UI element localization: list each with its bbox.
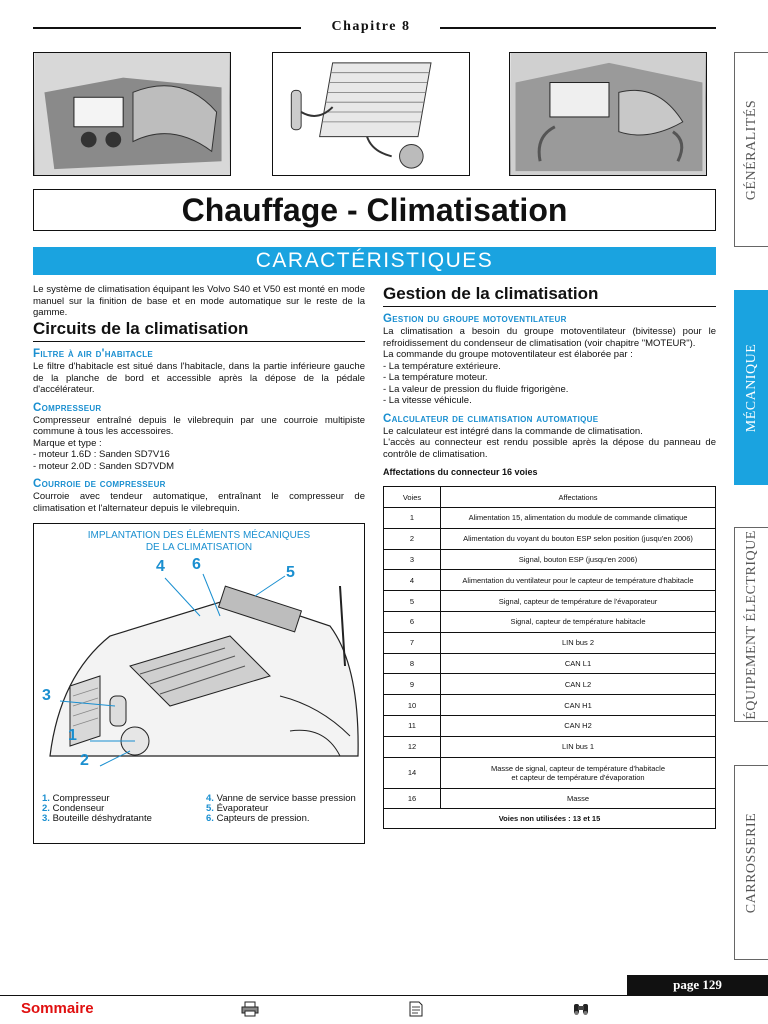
page-title: Chauffage - Climatisation — [33, 189, 716, 231]
filter-heading: Filtre à air d'habitacle — [33, 348, 154, 360]
section-band: CARACTÉRISTIQUES — [33, 247, 716, 275]
table-row — [384, 549, 716, 570]
table-row — [384, 757, 716, 788]
table-cell-voie: 4 — [384, 570, 441, 591]
tab-label: ÉQUIPEMENT ÉLECTRIQUE — [743, 529, 759, 720]
table-cell-voie: 9 — [384, 674, 441, 695]
table-row — [384, 528, 716, 549]
tab-carrosserie[interactable] — [734, 765, 768, 960]
legend-number: 1. — [42, 793, 50, 804]
table-cell-affectation: Masse — [441, 788, 716, 809]
compressor-type-16: - moteur 1.6D : Sanden SD7V16 — [33, 449, 170, 460]
table-row — [384, 674, 716, 695]
table-cell-affectation: Signal, bouton ESP (jusqu'en 2006) — [441, 549, 716, 570]
table-row — [384, 611, 716, 632]
table-cell-voie: 8 — [384, 653, 441, 674]
tab-label: MÉCANIQUE — [743, 343, 759, 432]
circuits-heading: Circuits de la climatisation — [33, 319, 249, 338]
callout-1: 1 — [68, 727, 77, 744]
table-cell-voie: 2 — [384, 528, 441, 549]
search-binoculars-icon[interactable] — [572, 1001, 590, 1017]
table-header-voies: Voies — [384, 487, 441, 508]
legend-label: Évaporateur — [216, 803, 269, 814]
table-cell-affectation: Alimentation du ventilateur pour le capteur de température d'habitacle — [441, 570, 716, 591]
callout-6: 6 — [192, 556, 201, 573]
table-row — [384, 570, 716, 591]
legend-label: Bouteille déshydratante — [52, 813, 152, 824]
photo-dashboard-hvac — [33, 52, 231, 176]
heading-rule — [33, 341, 365, 342]
page-number: page 129 — [627, 975, 768, 995]
belt-text: Courroie avec tendeur automatique, entraînant le compresseur de climatisation et l'alternateur depuis le vilebrequin. — [33, 491, 365, 514]
compressor-heading: Compresseur — [33, 401, 102, 414]
gmv-text: La climatisation a besoin du groupe motoventilateur (bivitesse) pour le refroidissement du condenseur de climatisation (voir chapitre "MOTEUR"). — [383, 326, 716, 349]
table-cell-affectation: Alimentation 15, alimentation du module de commande climatique — [441, 508, 716, 529]
calc-text: Le calculateur est intégré dans la commande de climatisation. — [383, 425, 643, 437]
callout-3: 3 — [42, 687, 51, 704]
right-column — [383, 284, 716, 460]
gestion-heading: Gestion de la climatisation — [383, 284, 599, 303]
chapter-title: Chapitre 8 — [331, 19, 411, 34]
legend-number: 3. — [42, 813, 50, 824]
table-cell-voie: 14 — [384, 757, 441, 788]
tab-label: CARROSSERIE — [743, 812, 759, 913]
gmv-item: - La vitesse véhicule. — [383, 395, 472, 406]
table-header-row — [384, 487, 716, 508]
callout-5: 5 — [286, 564, 295, 581]
table-cell-voie: 5 — [384, 591, 441, 612]
callout-4: 4 — [156, 558, 165, 575]
tab-mecanique[interactable] — [734, 290, 768, 485]
legend-number: 5. — [206, 803, 214, 814]
calc-text-2: L'accès au connecteur est rendu possible après la dépose du panneau de contrôle de climatisation. — [383, 437, 716, 460]
header-rule-right — [440, 27, 716, 29]
header-rule-left — [33, 27, 301, 29]
table-footer-row — [384, 809, 716, 829]
table-cell-affectation: Signal, capteur de température habitacle — [441, 611, 716, 632]
heading-rule — [383, 306, 716, 307]
table-row — [384, 632, 716, 653]
belt-heading: Courroie de compresseur — [33, 478, 166, 490]
table-cell-affectation: LIN bus 2 — [441, 632, 716, 653]
table-cell-affectation: Masse de signal, capteur de température d'habitacle et capteur de température d'évaporation — [441, 757, 716, 788]
table-row — [384, 695, 716, 716]
table-cell-voie: 16 — [384, 788, 441, 809]
compressor-type-20: - moteur 2.0D : Sanden SD7VDM — [33, 460, 174, 472]
table-row — [384, 715, 716, 736]
legend-item — [42, 814, 152, 824]
legend-item — [206, 814, 356, 824]
notes-icon[interactable] — [407, 1001, 425, 1017]
table-cell-voie: 12 — [384, 736, 441, 757]
legend-number: 4. — [206, 793, 214, 804]
intro-paragraph: Le système de climatisation équipant les Volvo S40 et V50 est monté en mode manuel sur la finition de base et en mode automatique sur le reste de la gamme. — [33, 284, 365, 318]
legend-label: Compresseur — [52, 793, 110, 804]
gmv-heading: Gestion du groupe motoventilateur — [383, 313, 567, 325]
table-footer: Voies non utilisées : 13 et 15 — [384, 809, 716, 829]
table-row — [384, 736, 716, 757]
diagram-title-line2: DE LA CLIMATISATION — [145, 542, 253, 553]
diagram-title — [34, 530, 364, 554]
table-cell-voie: 1 — [384, 508, 441, 529]
gmv-text-2: La commande du groupe motoventilateur est élaborée par : — [383, 349, 633, 360]
connector-table — [383, 486, 716, 829]
table-cell-affectation: LIN bus 1 — [441, 736, 716, 757]
footer-rule — [0, 995, 768, 996]
table-row — [384, 508, 716, 529]
legend-number: 6. — [206, 813, 214, 824]
gmv-item: - La température moteur. — [383, 372, 488, 383]
calc-heading: Calculateur de climatisation automatique — [383, 412, 599, 425]
legend-label: Condenseur — [52, 803, 105, 814]
table-cell-voie: 7 — [384, 632, 441, 653]
gmv-item: - La température extérieure. — [383, 360, 501, 372]
callout-2: 2 — [80, 752, 89, 769]
left-column — [33, 319, 365, 514]
table-cell-voie: 6 — [384, 611, 441, 632]
legend-label: Vanne de service basse pression — [216, 793, 356, 804]
table-row — [384, 653, 716, 674]
table-row — [384, 591, 716, 612]
filter-text: Le filtre d'habitacle est situé dans l'habitacle, dans la partie inférieure gauche de la planche de bord et accessible après la dépose de la pédale d'accélérateur. — [33, 361, 365, 395]
tab-label: GÉNÉRALITÉS — [743, 99, 759, 200]
tab-equipement-electrique[interactable] — [734, 527, 768, 722]
legend-number: 2. — [42, 803, 50, 814]
table-row — [384, 788, 716, 809]
photo-heater-unit — [509, 52, 707, 176]
table-cell-affectation: CAN H1 — [441, 695, 716, 716]
compressor-brand-label: Marque et type : — [33, 437, 102, 449]
table-cell-affectation: Alimentation du voyant du bouton ESP selon position (jusqu'en 2006) — [441, 528, 716, 549]
table-cell-voie: 10 — [384, 695, 441, 716]
gmv-item: - La valeur de pression du fluide frigorigène. — [383, 383, 569, 395]
compressor-text: Compresseur entraîné depuis le vilebrequin par une courroie multipiste commune à tous les accessoires. — [33, 414, 365, 437]
table-cell-affectation: Signal, capteur de température de l'évaporateur — [441, 591, 716, 612]
diagram-title-line1: IMPLANTATION DES ÉLÉMENTS MÉCANIQUES — [87, 530, 311, 541]
legend-left — [42, 794, 152, 824]
table-cell-voie: 11 — [384, 715, 441, 736]
legend-label: Capteurs de pression. — [216, 813, 310, 824]
table-header-affectations: Affectations — [441, 487, 716, 508]
table-cell-affectation: CAN L1 — [441, 653, 716, 674]
print-icon[interactable] — [241, 1001, 259, 1017]
table-caption: Affectations du connecteur 16 voies — [383, 467, 538, 477]
table-cell-affectation: CAN L2 — [441, 674, 716, 695]
photo-condenser — [272, 52, 470, 176]
tab-generalites[interactable] — [734, 52, 768, 247]
table-cell-voie: 3 — [384, 549, 441, 570]
table-cell-affectation: CAN H2 — [441, 715, 716, 736]
diagram-box — [33, 523, 365, 844]
legend-right — [206, 794, 356, 824]
sommaire-link[interactable]: Sommaire — [21, 1000, 94, 1017]
